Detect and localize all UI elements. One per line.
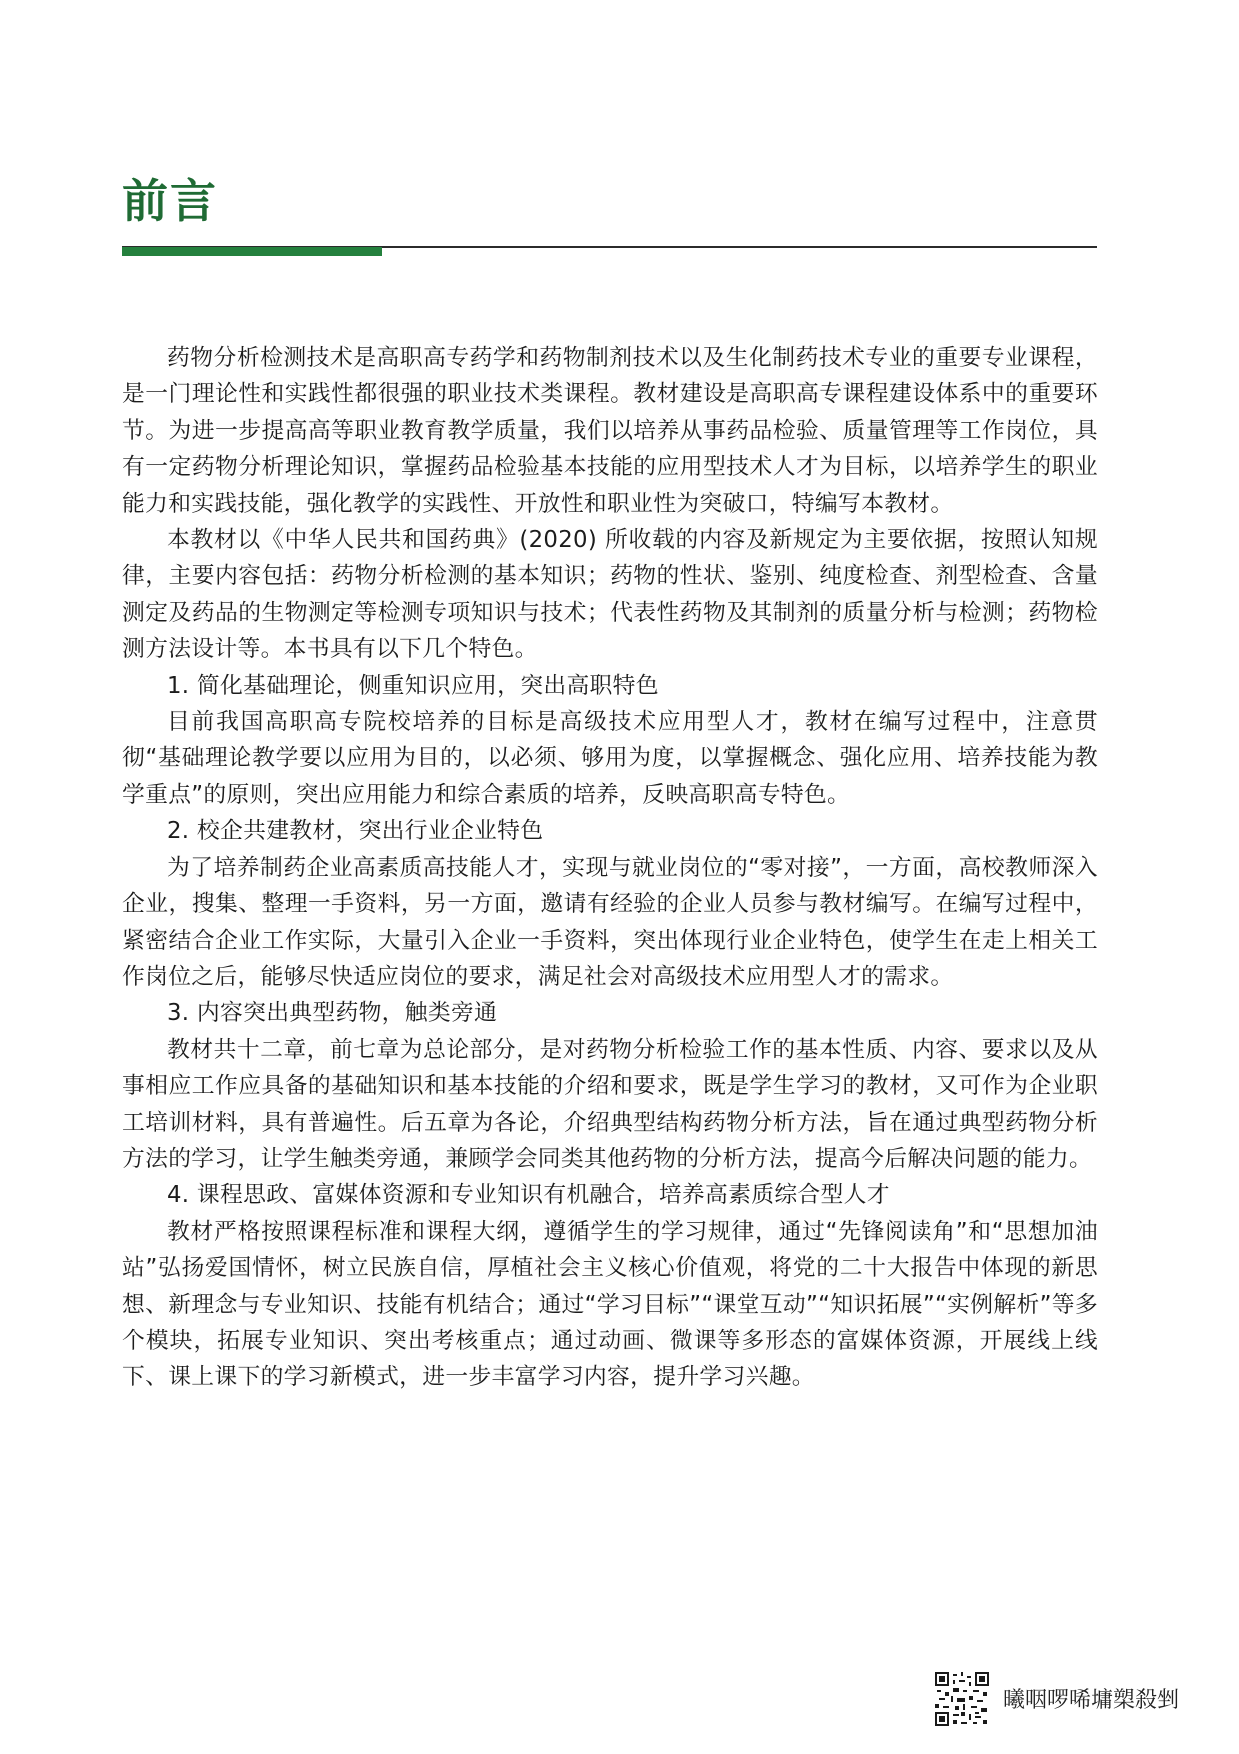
feature-paragraph-4: 教材严格按照课程标准和课程大纲，遵循学生的学习规律，通过“先锋阅读角”和“思想加油站”弘扬爱国情怀，树立民族自信，厚植社会主义核心价值观，将党的二十大报告中体现的新思想、新理念与专业知识、技能有机结合；通过“学习目标”“课堂互动”“知识拓展”“实例解析”等多个模块，拓展专业知识、突出考核重点；通过动画、微课等多形态的富媒体资源，开展线上线下、课上课下的学习新模式，进一步丰富学习内容，提升学习兴趣。 xyxy=(122,1218,1098,1391)
feature-heading-3: 3. 内容突出典型药物，触类旁通 xyxy=(167,1000,498,1027)
feature-heading-2: 2. 校企共建教材，突出行业企业特色 xyxy=(167,818,544,845)
feature-paragraph-1: 目前我国高职高专院校培养的目标是高级技术应用型人才，教材在编写过程中，注意贯彻“基础理论教学要以应用为目的，以必须、够用为度，以掌握概念、强化应用、培养技能为教学重点”的原则，突出应用能力和综合素质的培养，反映高职高专特色。 xyxy=(122,709,1098,808)
page-title: 前言 xyxy=(122,174,218,228)
paragraph-basis: 本教材以《中华人民共和国药典》(2020) 所收载的内容及新规定为主要依据，按照认知规律，主要内容包括：药物分析检测的基本知识；药物的性状、鉴别、纯度检查、剂型检查、含量测定及药品的生物测定等检测专项知识与技术；代表性药物及其制剂的质量分析与检测；药物检测方法设计等。本书具有以下几个特色。 xyxy=(122,527,1098,663)
feature-paragraph-3: 教材共十二章，前七章为总论部分，是对药物分析检验工作的基本性质、内容、要求以及从事相应工作应具备的基础知识和基本技能的介绍和要求，既是学生学习的教材，又可作为企业职工培训材料，具有普遍性。后五章为各论，介绍典型结构药物分析方法，旨在通过典型药物分析方法的学习，让学生触类旁通，兼顾学会同类其他药物的分析方法，提高今后解决问题的能力。 xyxy=(122,1036,1098,1172)
feature-heading-1: 1. 简化基础理论，侧重知识应用，突出高职特色 xyxy=(167,672,659,699)
feature-paragraph-2: 为了培养制药企业高素质高技能人才，实现与就业岗位的“零对接”，一方面，高校教师深入企业，搜集、整理一手资料，另一方面，邀请有经验的企业人员参与教材编写。在编写过程中，紧密结合企业工作实际，大量引入企业一手资料，突出体现行业企业特色，使学生在走上相关工作岗位之后，能够尽快适应岗位的要求，满足社会对高级技术应用型人才的需求。 xyxy=(122,854,1098,990)
qr-code-icon xyxy=(935,1672,989,1726)
preface-body xyxy=(122,340,1098,1396)
title-accent-bar xyxy=(122,247,382,256)
paragraph-intro: 药物分析检测技术是高职高专药学和药物制剂技术以及生化制药技术专业的重要专业课程，是一门理论性和实践性都很强的职业技术类课程。教材建设是高职高专课程建设体系中的重要环节。为进一步提高高等职业教育教学质量，我们以培养从事药品检验、质量管理等工作岗位，具有一定药物分析理论知识，掌握药品检验基本技能的应用型技术人才为目标，以培养学生的职业能力和实践技能，强化教学的实践性、开放性和职业性为突破口，特编写本教材。 xyxy=(122,345,1098,517)
footer-text: 曦咽啰唏墉槊殺剉 xyxy=(1003,1688,1180,1713)
feature-heading-4: 4. 课程思政、富媒体资源和专业知识有机融合，培养高素质综合型人才 xyxy=(167,1182,890,1209)
